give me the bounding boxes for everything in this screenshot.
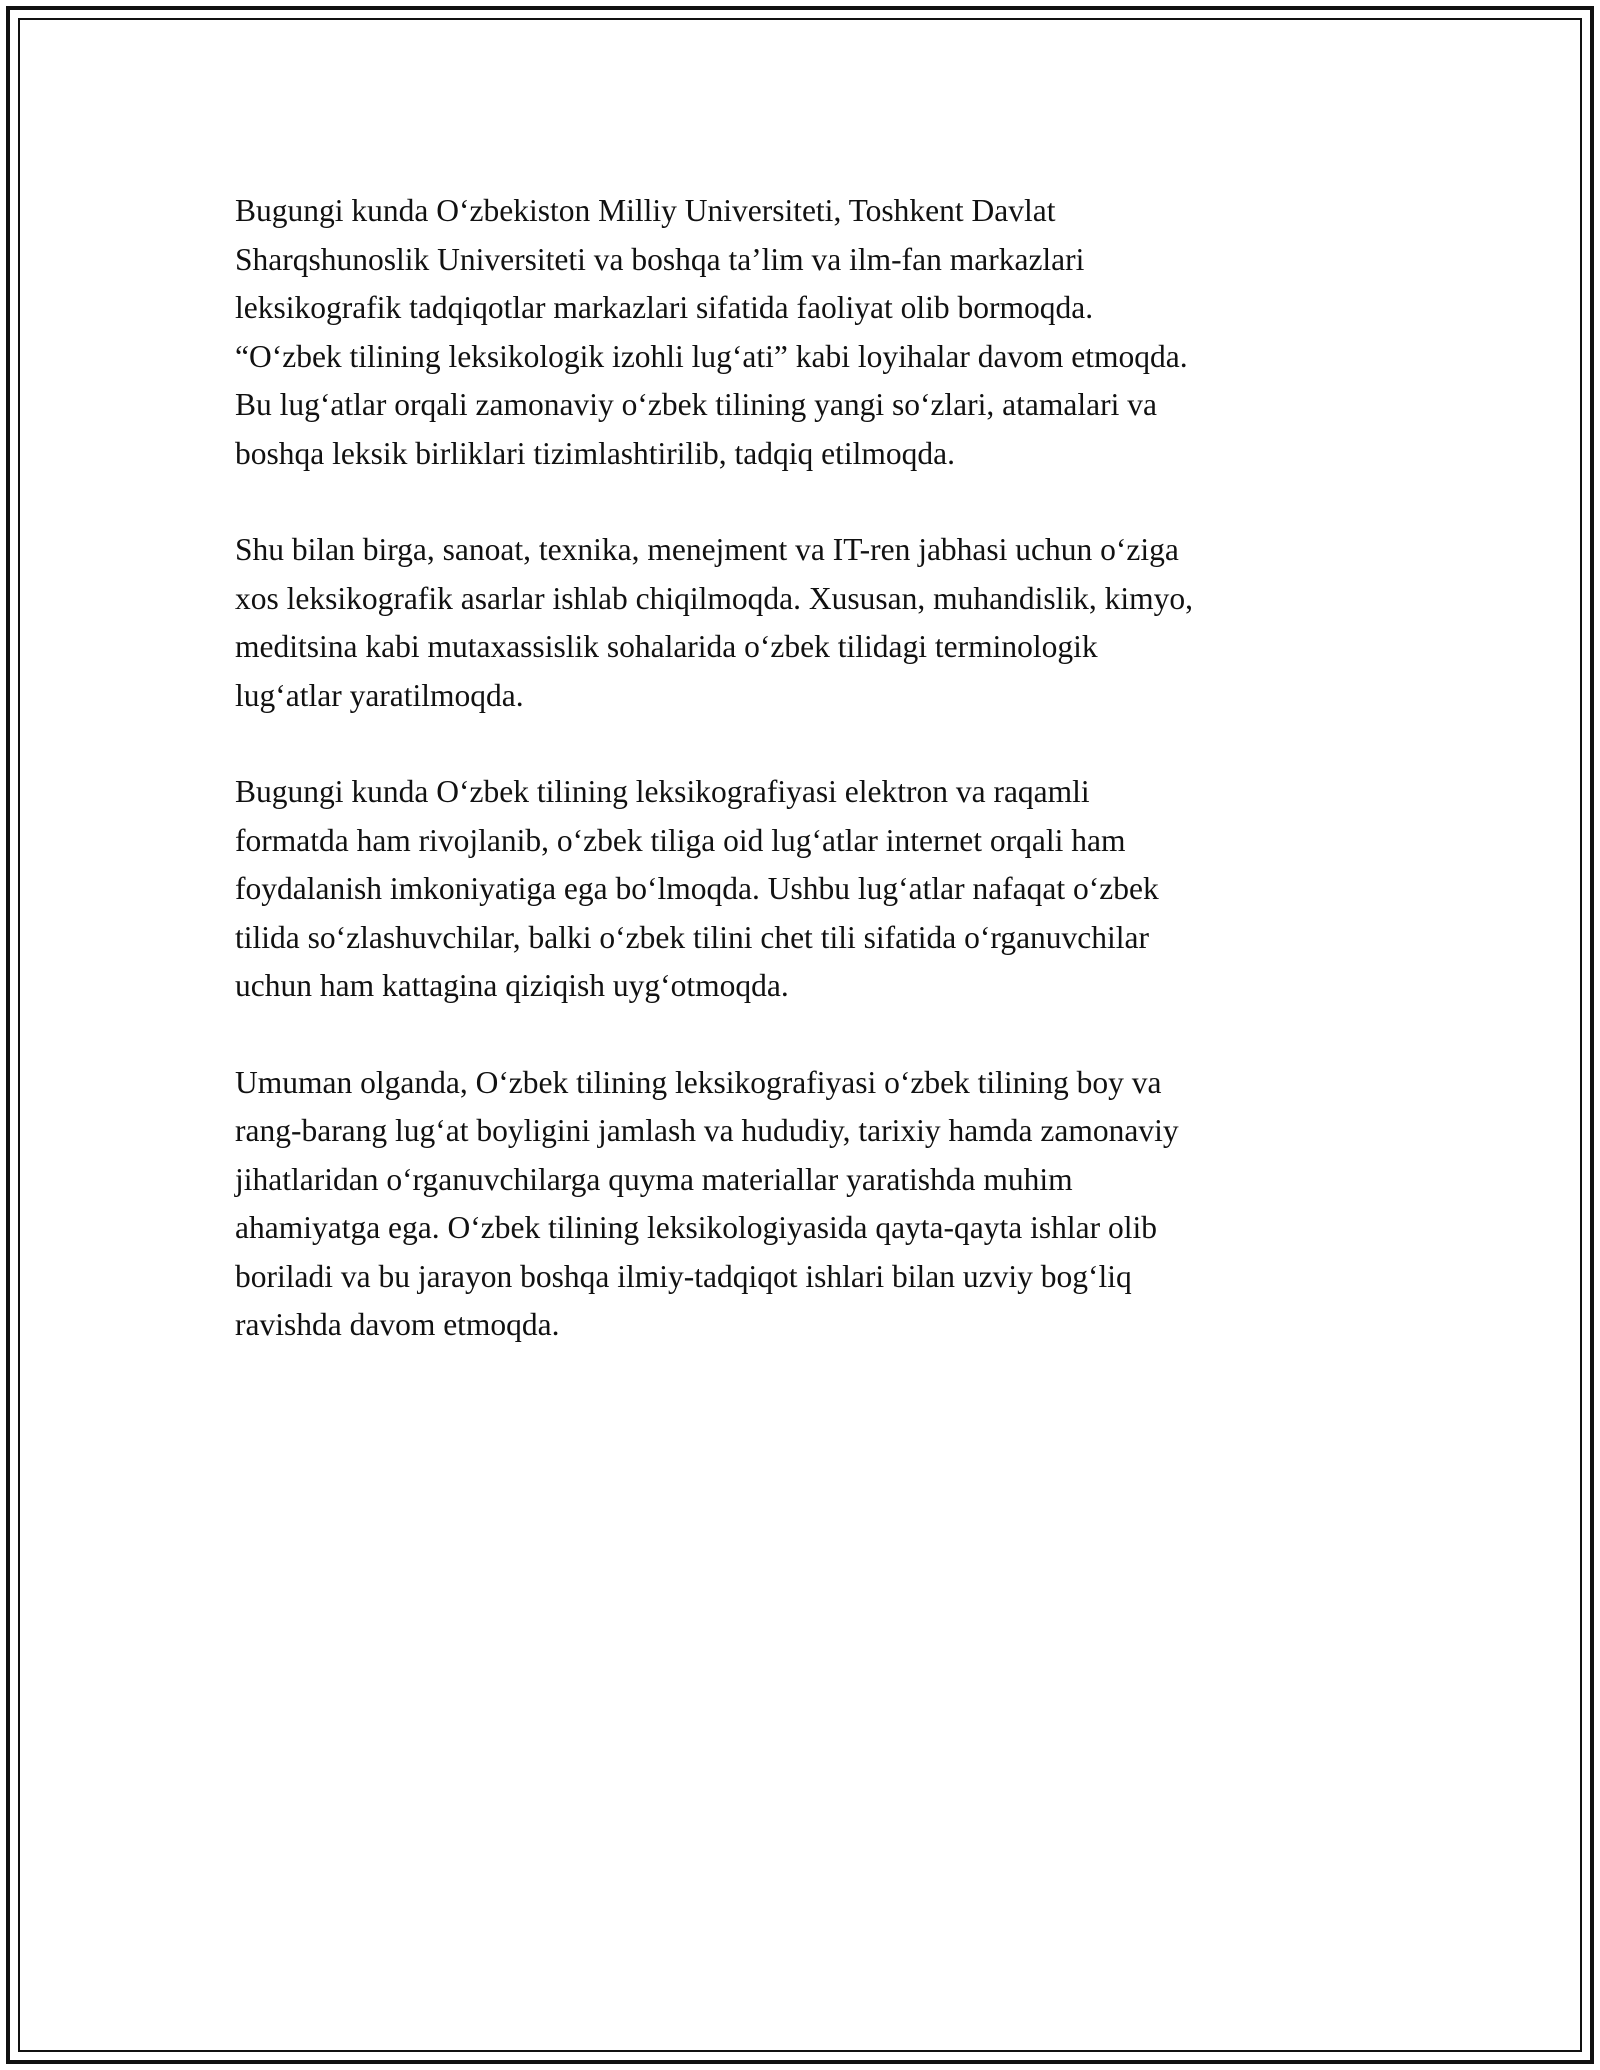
paragraph-line: Bugungi kunda O‘zbek tilining leksikografiyasi elektron va raqamli [235,774,1090,809]
paragraph-line: boshqa leksik birliklari tizimlashtirilib, tadqiq etilmoqda. [235,435,956,471]
paragraph-line: xos leksikografik asarlar ishlab chiqilmoqda. Xususan, muhandislik, kimyo, [235,580,1193,616]
paragraph-line: tilida so‘zlashuvchilar, balki o‘zbek tilini chet tili sifatida o‘rganuvchilar [235,919,1150,955]
paragraph-line: formatda ham rivojlanib, o‘zbek tiliga oid lug‘atlar internet orqali ham [235,822,1126,858]
paragraph-line: boriladi va bu jarayon boshqa ilmiy-tadqiqot ishlari bilan uzviy bog‘liq [235,1258,1132,1294]
paragraph-line: Bugungi kunda O‘zbekiston Milliy Universiteti, Toshkent Davlat [235,193,1056,228]
paragraph-2 [235,526,1365,720]
paragraph-line: ahamiyatga ega. O‘zbek tilining leksikologiyasida qayta-qayta ishlar olib [235,1210,1157,1245]
document-body [235,187,1365,1398]
paragraph-3 [235,768,1365,1011]
paragraph-line: Sharqshunoslik Universiteti va boshqa ta’lim va ilm-fan markazlari [235,241,1085,277]
paragraph-line: rang-barang lug‘at boyligini jamlash va hududiy, tarixiy hamda zamonaviy [235,1113,1179,1148]
paragraph-line: meditsina kabi mutaxassislik sohalarida o‘zbek tilidagi terminologik [235,629,1098,664]
paragraph-line: lug‘atlar yaratilmoqda. [235,677,524,713]
paragraph-4 [235,1059,1365,1350]
paragraph-1 [235,187,1365,478]
paragraph-line: leksikografik tadqiqotlar markazlari sifatida faoliyat olib bormoqda. [235,290,1094,325]
paragraph-line: jihatlaridan o‘rganuvchilarga quyma materiallar yaratishda muhim [235,1161,1073,1197]
paragraph-line: Bu lug‘atlar orqali zamonaviy o‘zbek tilining yangi so‘zlari, atamalari va [235,387,1157,422]
paragraph-line: Umuman olganda, O‘zbek tilining leksikografiyasi o‘zbek tilining boy va [235,1064,1162,1100]
paragraph-line: Shu bilan birga, sanoat, texnika, menejment va IT-ren jabhasi uchun o‘ziga [235,532,1179,567]
paragraph-line: uchun ham kattagina qiziqish uyg‘otmoqda. [235,968,789,1003]
paragraph-line: ravishda davom etmoqda. [235,1307,560,1342]
paragraph-line: foydalanish imkoniyatiga ega bo‘lmoqda. Ushbu lug‘atlar nafaqat o‘zbek [235,871,1159,906]
paragraph-line: “O‘zbek tilining leksikologik izohli lug‘ati” kabi loyihalar davom etmoqda. [235,338,1188,374]
